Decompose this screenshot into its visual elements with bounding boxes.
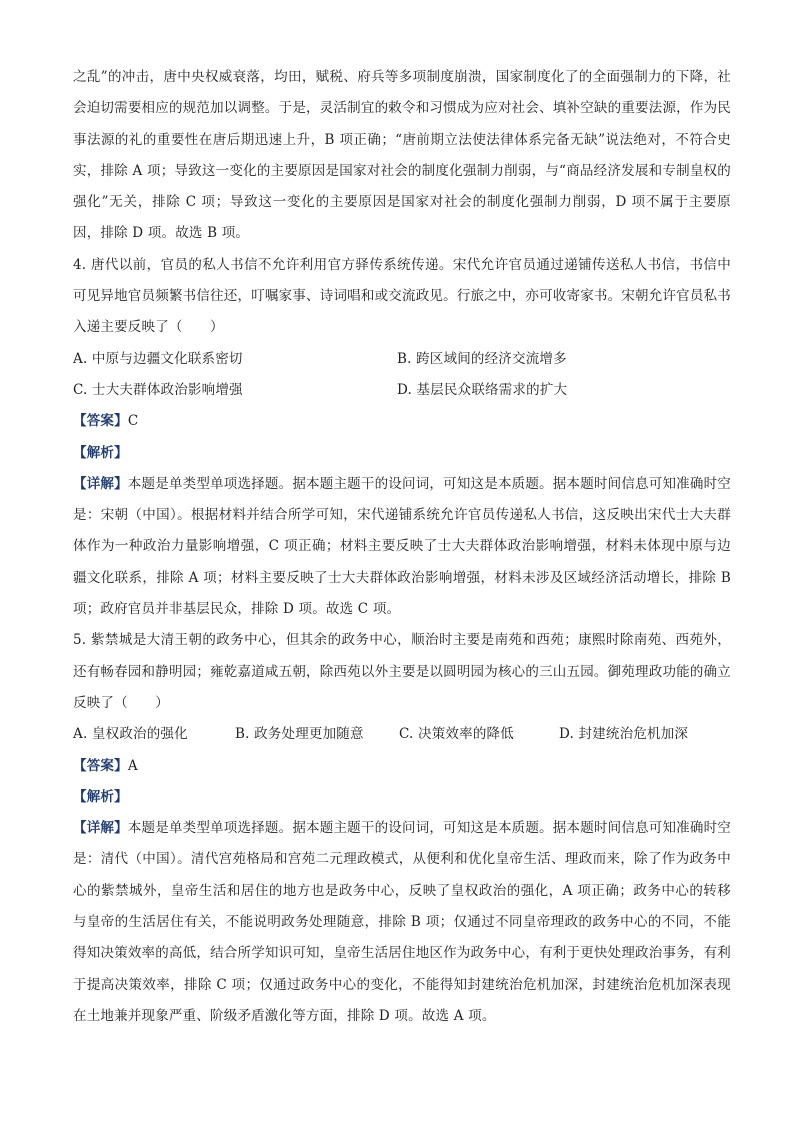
q5-option-a: A. 皇权政治的强化 <box>73 726 188 743</box>
q5-detail-tag: 【详解】 <box>73 820 128 837</box>
q4-analysis-line <box>73 438 731 469</box>
q4-detail-tag: 【详解】 <box>73 475 128 492</box>
q4-option-c: C. 士大夫群体政治影响增强 <box>73 381 243 398</box>
q4-stem: 4. 唐代以前，官员的私人书信不允许利用官方驿传系统传递。宋代允许官员通过递铺传送私人书信，书信中可见异地官员频繁书信往还，叮嘱家事、诗词唱和或交流政见。行旅之中，亦可收寄家书。宋朝允许官员私书入递主要反映了（ ） <box>73 256 731 336</box>
q4-detail: 本题是单类型单项选择题。据本题主题干的设问词，可知这是本质题。据本题时间信息可知准确时空是：宋朝（中国）。根据材料并结合所学可知，宋代递铺系统允许官员传递私人书信，这反映出宋代士大夫群体作为一种政治力量影响增强，C 项正确；材料主要反映了士大夫群体政治影响增强，材料未体现中原与边疆文化联系，排除 A 项；材料主要反映了士大夫群体政治影响增强，材料未涉及区域经济活动增长，排除 B 项；政府官员并非基层民众，排除 D 项。故选 C 项。 <box>73 475 731 618</box>
q5-answer-tag: 【答案】 <box>73 757 128 774</box>
q5-option-b: B. 政务处理更加随意 <box>235 726 364 743</box>
q5-analysis-line <box>73 782 731 813</box>
question-4 <box>73 250 731 626</box>
q5-option-c: C. 决策效率的降低 <box>399 726 514 743</box>
q3-analysis-tail: 之乱”的冲击，唐中央权威衰落，均田，赋税、府兵等多项制度崩溃，国家制度化了的全面强制力的下降，社会迫切需要相应的规范加以调整。于是，灵活制宜的敕令和习惯成为应对社会、填补空缺的重要法源，作为民事法源的礼的重要性在唐后期迅速上升，B 项正确；“唐前期立法使法律体系完备无缺”说法绝对，不符合史实，排除 A 项；导致这一变化的主要原因是国家对社会的制度化强制力削弱，与“商品经济发展和专制皇权的强化”无关，排除 C 项；导致这一变化的主要原因是国家对社会的制度化强制力削弱，D 项不属于主要原因，排除 D 项。故选 B 项。 <box>73 69 731 242</box>
q4-option-a: A. 中原与边疆文化联系密切 <box>73 350 243 367</box>
q5-option-d: D. 封建统治危机加深 <box>559 726 689 743</box>
q4-answer: C <box>127 413 139 430</box>
question-5 <box>73 625 731 1032</box>
q4-option-b: B. 跨区域间的经济交流增多 <box>397 350 567 367</box>
q4-answer-line <box>73 406 731 437</box>
q5-detail-line <box>73 813 731 1032</box>
q4-answer-tag: 【答案】 <box>73 413 128 430</box>
q5-stem: 5. 紫禁城是大清王朝的政务中心，但其余的政务中心，顺治时主要是南苑和西苑；康熙时除南苑、西苑外，还有畅春园和静明园；雍乾嘉道咸五朝，除西苑以外主要是以圆明园为核心的三山五园。御苑理政功能的确立反映了（ ） <box>73 632 731 711</box>
q5-detail: 本题是单类型单项选择题。据本题主题干的设问词，可知这是本质题。据本题时间信息可知准确时空是：清代（中国）。清代宫苑格局和宫苑二元理政模式，从便利和优化皇帝生活、理政而来，除了作为政务中心的紫禁城外，皇帝生活和居住的地方也是政务中心，反映了皇权政治的强化，A 项正确；政务中心的转移与皇帝的生活居住有关，不能说明政务处理随意，排除 B 项；仅通过不同皇帝理政的政务中心的不同，不能得知决策效率的高低，结合所学知识可知，皇帝生活居住地区作为政务中心，有利于更快处理政治事务，有利于提高决策效率，排除 C 项；仅通过政务中心的变化，不能得知封建统治危机加深，封建统治危机加深表现在土地兼并现象严重、阶级矛盾激化等方面，排除 D 项。故选 A 项。 <box>73 820 731 1024</box>
q4-options <box>73 344 731 407</box>
q5-answer: A <box>127 757 138 774</box>
document-page <box>73 62 731 1032</box>
q4-option-d: D. 基层民众联络需求的扩大 <box>397 381 568 398</box>
q4-detail-line <box>73 469 731 625</box>
q5-analysis-tag: 【解析】 <box>73 788 128 805</box>
q4-analysis-tag: 【解析】 <box>73 444 128 461</box>
q5-answer-line <box>73 751 731 782</box>
q5-options <box>73 719 731 750</box>
